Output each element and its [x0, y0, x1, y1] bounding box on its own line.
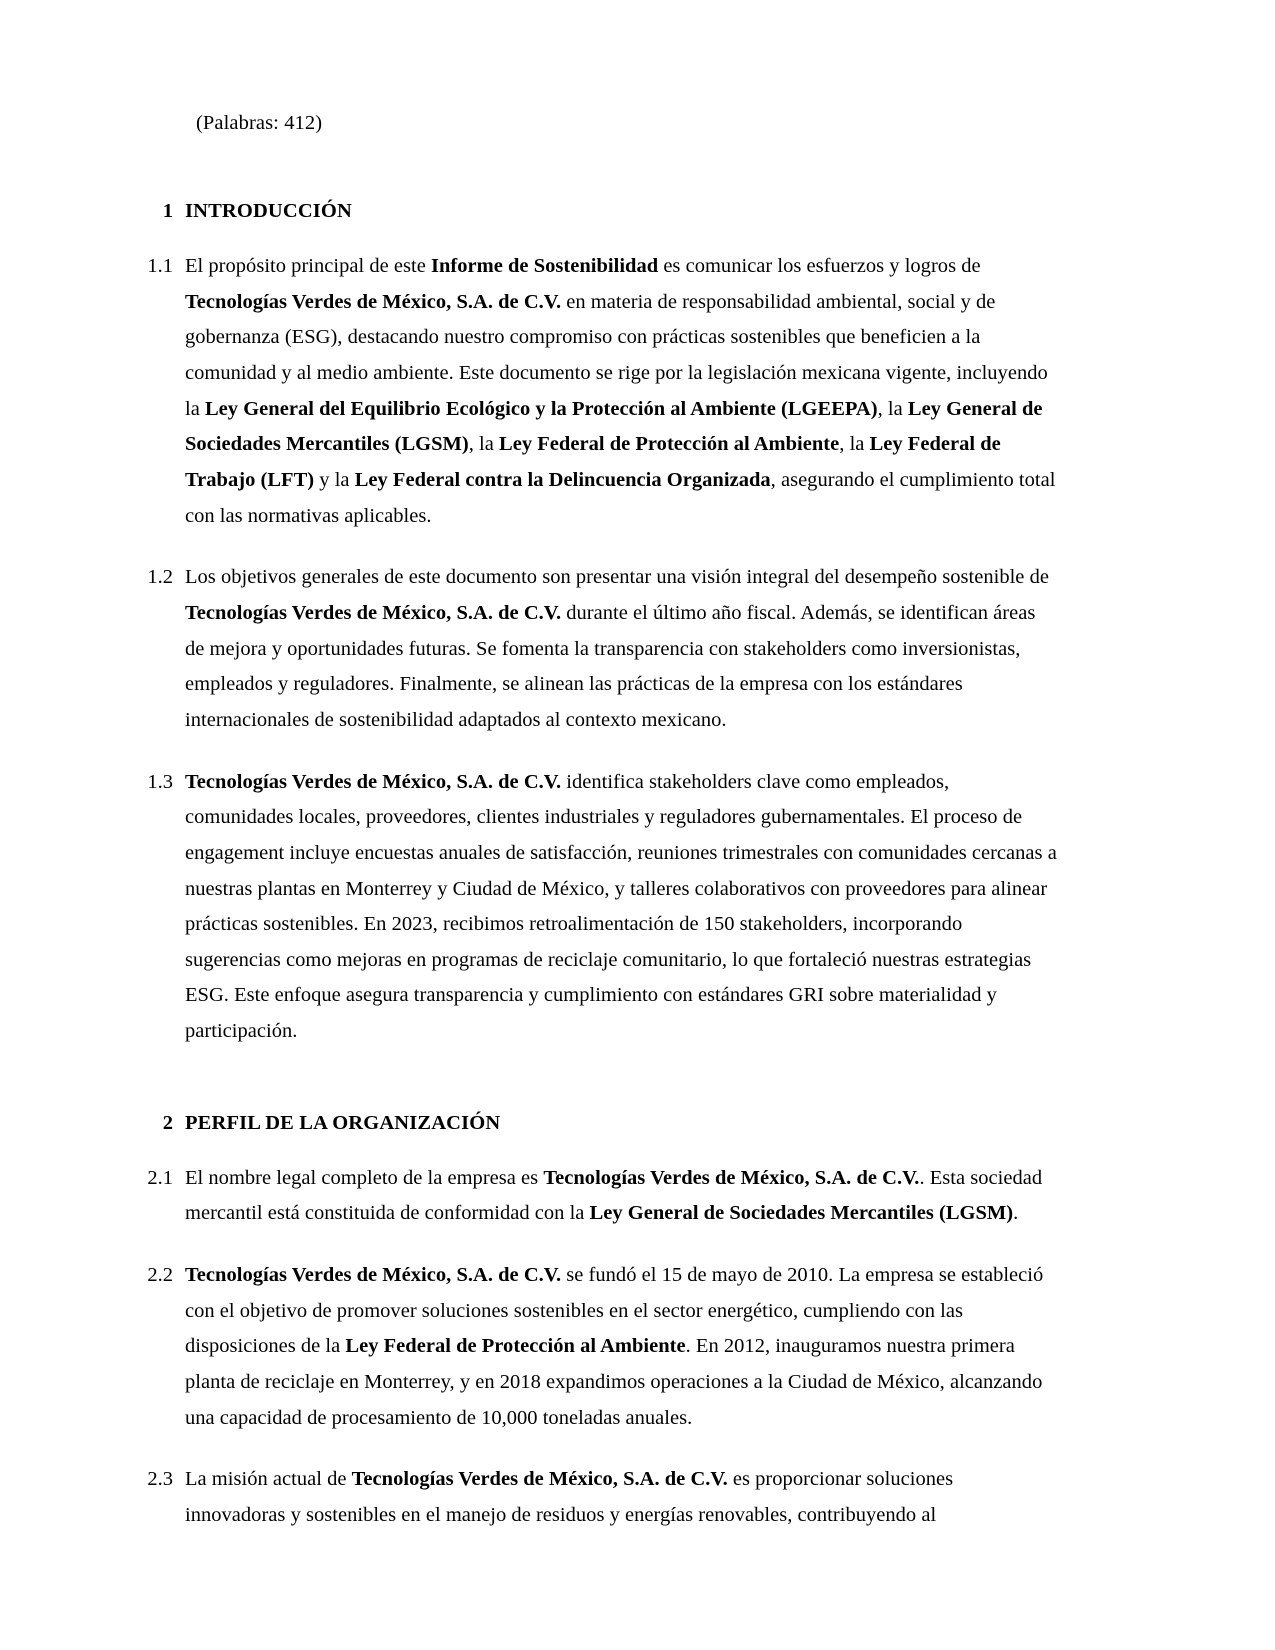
body-text: es comunicar los esfuerzos y logros de [658, 255, 981, 277]
body-text: en materia de responsabilidad ambiental, social y de gobernanza (ESG), destacando nuestro compromiso con prácticas sostenibles que beneficien a la comunidad y al medio ambiente. Este documento se rige por la legislación mexicana vigente, incluyendo la [185, 290, 1048, 420]
section-number: 2 [162, 1111, 173, 1134]
emphasis-text: Informe de Sostenibilidad [431, 255, 659, 277]
emphasis-text: Tecnologías Verdes de México, S.A. de C.V. [185, 1264, 562, 1287]
document-body [0, 200, 1275, 1534]
body-text: El propósito principal de este [185, 255, 431, 277]
paragraph-number: 2.3 [147, 1468, 173, 1491]
body-text: , la [839, 433, 870, 456]
emphasis-text: Ley Federal de Trabajo (LFT) [185, 433, 1001, 491]
body-text: . En 2012, inauguramos nuestra primera planta de reciclaje en Monterrey, y en 2018 expandimos operaciones a la Ciudad de México, alcanzando una capacidad de procesamiento de 10,000 toneladas anuales. [185, 1335, 1043, 1429]
paragraph-text [185, 1161, 1058, 1232]
emphasis-text: Ley General de Sociedades Mercantiles (LGSM) [589, 1202, 1014, 1225]
emphasis-text: Ley General de Sociedades Mercantiles (LGSM) [185, 397, 1043, 456]
section-title: INTRODUCCIÓN [185, 200, 352, 222]
numbered-paragraph [0, 560, 1275, 738]
paragraph-text [185, 249, 1058, 534]
emphasis-text: Tecnologías Verdes de México, S.A. de C.V. [543, 1166, 920, 1189]
emphasis-text: Tecnologías Verdes de México, S.A. de C.V. [185, 770, 562, 793]
emphasis-text: Tecnologías Verdes de México, S.A. de C.V. [351, 1468, 728, 1491]
body-text: . [1013, 1202, 1019, 1225]
paragraph-number: 1.1 [147, 255, 173, 277]
paragraph-text [185, 560, 1058, 738]
body-text: , la [877, 397, 908, 420]
section-title: PERFIL DE LA ORGANIZACIÓN [185, 1111, 501, 1134]
section-heading [0, 200, 1275, 223]
section-number: 1 [162, 200, 173, 222]
emphasis-text: Tecnologías Verdes de México, S.A. de C.V. [185, 290, 562, 313]
numbered-paragraph [0, 1161, 1275, 1232]
section-heading [0, 1112, 1275, 1135]
emphasis-text: Ley Federal de Protección al Ambiente [499, 433, 840, 456]
paragraph-number: 2.2 [147, 1264, 173, 1287]
body-text: identifica stakeholders clave como empleados, comunidades locales, proveedores, clientes industriales y reguladores gubernamentales. El proceso de engagement incluye encuestas anuales de satisfacción, reuniones trimestrales con comunidades cercanas a nuestras plantas en Monterrey y Ciudad de México, y talleres colaborativos con proveedores para alinear prácticas sostenibles. En 2023, recibimos retroalimentación de 150 stakeholders, incorporando sugerencias como mejoras en programas de reciclaje comunitario, lo que fortaleció nuestras estrategias ESG. Este enfoque asegura transparencia y cumplimiento con estándares GRI sobre materialidad y participación. [185, 770, 1057, 1043]
body-text: El nombre legal completo de la empresa es [185, 1166, 544, 1189]
body-text: La misión actual de [185, 1468, 352, 1491]
paragraph-text [185, 765, 1058, 1050]
body-text: es proporcionar soluciones innovadoras y sostenibles en el manejo de residuos y energías renovables, contribuyendo al [185, 1468, 954, 1527]
numbered-paragraph [0, 1462, 1275, 1533]
paragraph-number: 2.1 [147, 1166, 173, 1189]
body-text: , asegurando el cumplimiento total con las normativas aplicables. [185, 468, 1056, 527]
emphasis-text: Tecnologías Verdes de México, S.A. de C.V. [185, 601, 562, 624]
emphasis-text: Ley General del Equilibrio Ecológico y la Protección al Ambiente (LGEEPA) [204, 397, 878, 420]
body-text: se fundó el 15 de mayo de 2010. La empresa se estableció con el objetivo de promover soluciones sostenibles en el sector energético, cumpliendo con las disposiciones de la [185, 1264, 1044, 1358]
numbered-paragraph [0, 249, 1275, 534]
paragraph-text [185, 1258, 1058, 1436]
emphasis-text: Ley Federal contra la Delincuencia Organizada [354, 468, 771, 491]
body-text: Los objetivos generales de este documento son presentar una visión integral del desempeño sostenible de [185, 566, 1049, 589]
emphasis-text: Ley Federal de Protección al Ambiente [345, 1335, 686, 1358]
body-text: , la [468, 433, 500, 456]
paragraph-text [185, 1462, 1058, 1533]
numbered-paragraph [0, 765, 1275, 1050]
paragraph-number: 1.3 [147, 770, 173, 793]
body-text: . Esta sociedad mercantil está constituida de conformidad con la [185, 1166, 1043, 1225]
paragraph-number: 1.2 [147, 566, 173, 589]
body-text: durante el último año fiscal. Además, se identifican áreas de mejora y oportunidades futuras. Se fomenta la transparencia con stakeholders como inversionistas, empleados y reguladores. Finalmente, se alinean las prácticas de la empresa con los estándares internacionales de sostenibilidad adaptados al contexto mexicano. [185, 601, 1036, 731]
numbered-paragraph [0, 1258, 1275, 1436]
word-count-note: (Palabras: 412) [196, 112, 323, 134]
body-text: y la [314, 468, 355, 491]
